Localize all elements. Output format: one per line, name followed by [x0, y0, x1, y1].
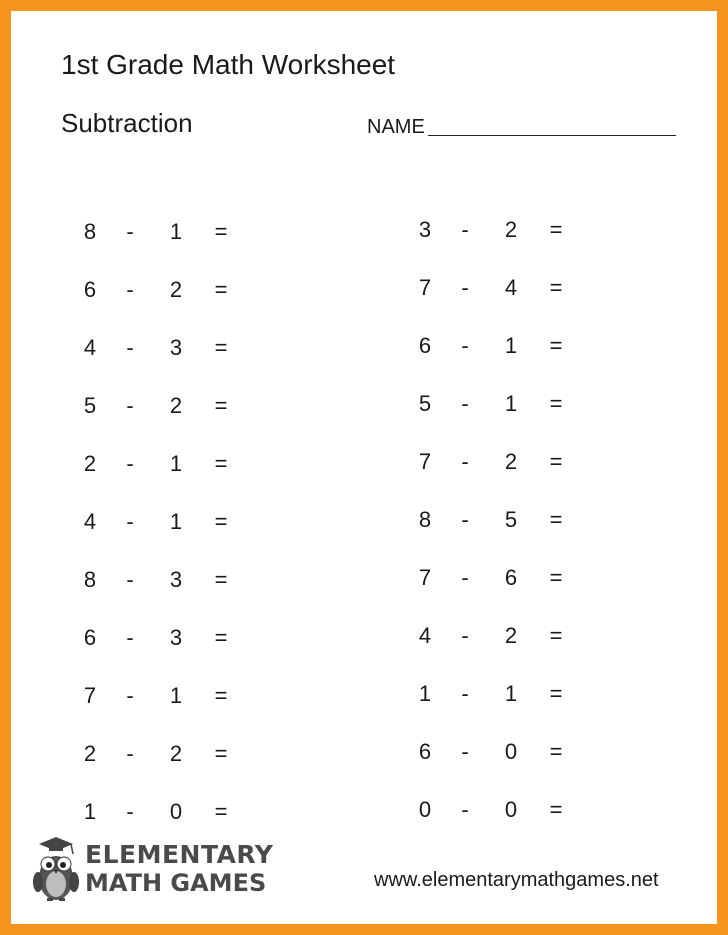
- subtraction-problem: [61, 667, 261, 725]
- minus-sign: -: [126, 741, 134, 766]
- logo-text: [85, 841, 273, 897]
- minuend: 5: [418, 391, 432, 416]
- subtrahend: 2: [504, 449, 518, 474]
- equals-sign: =: [214, 277, 228, 302]
- minuend: 4: [83, 335, 97, 360]
- equals-sign: =: [214, 393, 228, 418]
- name-label: NAME: [367, 116, 425, 138]
- equals-sign: =: [549, 449, 563, 474]
- subtrahend: 1: [169, 219, 183, 244]
- subtraction-problem: [396, 665, 596, 723]
- equals-sign: =: [549, 623, 563, 648]
- subtrahend: 5: [504, 507, 518, 532]
- subtraction-problem: [61, 203, 261, 261]
- subtrahend: 1: [504, 333, 518, 358]
- worksheet-subtitle: Subtraction: [61, 108, 193, 138]
- equals-sign: =: [549, 391, 563, 416]
- minuend: 2: [83, 741, 97, 766]
- logo-line-1: ELEMENTARY: [85, 840, 274, 869]
- subtraction-problem: [61, 435, 261, 493]
- minus-sign: -: [461, 275, 469, 300]
- equals-sign: =: [214, 219, 228, 244]
- minus-sign: -: [461, 507, 469, 532]
- minuend: 7: [418, 449, 432, 474]
- subtraction-problem: [396, 491, 596, 549]
- minus-sign: -: [461, 797, 469, 822]
- minuend: 3: [418, 217, 432, 242]
- minus-sign: -: [126, 277, 134, 302]
- minuend: 8: [83, 567, 97, 592]
- elementary-math-games-logo: [31, 834, 273, 904]
- subtraction-problem: [396, 375, 596, 433]
- minuend: 7: [418, 565, 432, 590]
- equals-sign: =: [549, 739, 563, 764]
- website-url: www.elementarymathgames.net: [374, 869, 659, 891]
- owl-graduate-icon: [31, 834, 81, 904]
- minuend: 6: [418, 739, 432, 764]
- logo-line-2: MATH GAMES: [85, 869, 267, 897]
- name-blank-line: [428, 135, 676, 136]
- equals-sign: =: [549, 797, 563, 822]
- minuend: 4: [83, 509, 97, 534]
- equals-sign: =: [214, 625, 228, 650]
- subtrahend: 1: [169, 683, 183, 708]
- subtrahend: 2: [504, 623, 518, 648]
- minus-sign: -: [126, 393, 134, 418]
- subtraction-problem: [396, 781, 596, 839]
- subtrahend: 2: [169, 741, 183, 766]
- page-title: 1st Grade Math Worksheet: [61, 49, 396, 80]
- equals-sign: =: [214, 335, 228, 360]
- equals-sign: =: [214, 683, 228, 708]
- equals-sign: =: [214, 799, 228, 824]
- subtrahend: 2: [169, 393, 183, 418]
- problem-column-right: [396, 201, 596, 839]
- subtrahend: 2: [504, 217, 518, 242]
- minus-sign: -: [461, 681, 469, 706]
- minus-sign: -: [126, 219, 134, 244]
- minus-sign: -: [461, 565, 469, 590]
- minuend: 8: [83, 219, 97, 244]
- subtraction-problem: [396, 723, 596, 781]
- subtraction-problem: [61, 551, 261, 609]
- minus-sign: -: [461, 391, 469, 416]
- minuend: 5: [83, 393, 97, 418]
- subtrahend: 1: [504, 681, 518, 706]
- subtrahend: 1: [504, 391, 518, 416]
- equals-sign: =: [549, 217, 563, 242]
- minus-sign: -: [461, 623, 469, 648]
- equals-sign: =: [214, 567, 228, 592]
- subtrahend: 0: [169, 799, 183, 824]
- minuend: 8: [418, 507, 432, 532]
- equals-sign: =: [549, 681, 563, 706]
- subtraction-problem: [396, 433, 596, 491]
- minuend: 4: [418, 623, 432, 648]
- subtraction-problem: [61, 609, 261, 667]
- minuend: 2: [83, 451, 97, 476]
- equals-sign: =: [549, 507, 563, 532]
- subtraction-problem: [61, 319, 261, 377]
- minuend: 6: [418, 333, 432, 358]
- subtrahend: 3: [169, 335, 183, 360]
- minus-sign: -: [126, 799, 134, 824]
- equals-sign: =: [549, 565, 563, 590]
- subtraction-problem: [61, 783, 261, 841]
- equals-sign: =: [214, 451, 228, 476]
- minus-sign: -: [461, 333, 469, 358]
- minuend: 1: [418, 681, 432, 706]
- minus-sign: -: [126, 567, 134, 592]
- minus-sign: -: [126, 335, 134, 360]
- minus-sign: -: [126, 683, 134, 708]
- minus-sign: -: [126, 451, 134, 476]
- subtraction-problem: [396, 549, 596, 607]
- subtraction-problem: [61, 377, 261, 435]
- subtraction-problem: [61, 261, 261, 319]
- subtraction-problem: [396, 317, 596, 375]
- problem-column-left: [61, 203, 261, 841]
- minuend: 7: [418, 275, 432, 300]
- equals-sign: =: [549, 275, 563, 300]
- subtrahend: 4: [504, 275, 518, 300]
- equals-sign: =: [214, 509, 228, 534]
- minuend: 1: [83, 799, 97, 824]
- minus-sign: -: [126, 509, 134, 534]
- minuend: 6: [83, 625, 97, 650]
- name-field: [367, 117, 676, 137]
- minus-sign: -: [461, 449, 469, 474]
- minuend: 7: [83, 683, 97, 708]
- subtraction-problem: [61, 493, 261, 551]
- subtrahend: 3: [169, 567, 183, 592]
- subtrahend: 6: [504, 565, 518, 590]
- subtraction-problem: [396, 607, 596, 665]
- subtraction-problem: [396, 201, 596, 259]
- subtrahend: 1: [169, 509, 183, 534]
- subtrahend: 3: [169, 625, 183, 650]
- minus-sign: -: [461, 217, 469, 242]
- subtraction-problem: [396, 259, 596, 317]
- equals-sign: =: [549, 333, 563, 358]
- equals-sign: =: [214, 741, 228, 766]
- subtrahend: 2: [169, 277, 183, 302]
- minus-sign: -: [126, 625, 134, 650]
- subtrahend: 0: [504, 739, 518, 764]
- minuend: 6: [83, 277, 97, 302]
- subtrahend: 1: [169, 451, 183, 476]
- subtrahend: 0: [504, 797, 518, 822]
- subtraction-problem: [61, 725, 261, 783]
- minuend: 0: [418, 797, 432, 822]
- minus-sign: -: [461, 739, 469, 764]
